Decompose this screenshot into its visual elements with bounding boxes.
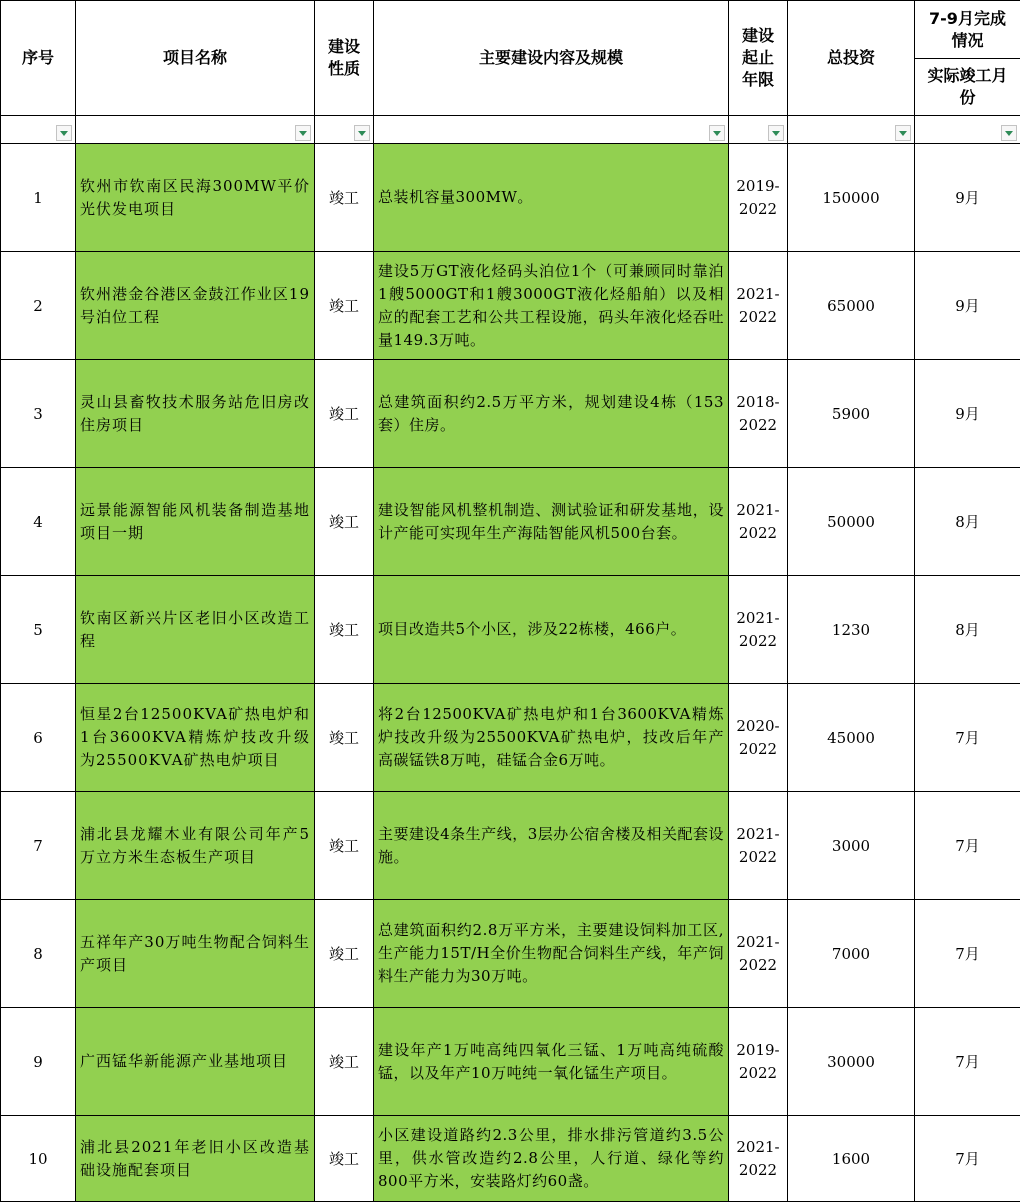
header-name: 项目名称 [76,1,315,116]
cell-name: 灵山县畜牧技术服务站危旧房改住房项目 [76,360,315,468]
cell-nature: 竣工 [315,1116,374,1202]
cell-investment: 30000 [788,1008,915,1116]
cell-content: 总建筑面积约2.5万平方米，规划建设4栋（153套）住房。 [374,360,729,468]
cell-seq: 5 [1,576,76,684]
period-end: 2022 [739,1161,777,1179]
period-end: 2022 [739,740,777,758]
header-nature: 建设性质 [315,1,374,116]
cell-name: 钦南区新兴片区老旧小区改造工程 [76,576,315,684]
cell-month: 7月 [915,684,1020,792]
cell-seq: 10 [1,1116,76,1202]
cell-nature: 竣工 [315,144,374,252]
cell-month: 7月 [915,792,1020,900]
cell-investment: 65000 [788,252,915,360]
cell-nature: 竣工 [315,576,374,684]
filter-row [1,116,1020,144]
header-investment: 总投资 [788,1,915,116]
cell-seq: 1 [1,144,76,252]
filter-cell-seq [1,116,76,144]
cell-seq: 8 [1,900,76,1008]
cell-month: 7月 [915,900,1020,1008]
table-row [1,360,1020,468]
header-actual-month: 实际竣工月份 [915,59,1020,116]
cell-nature: 竣工 [315,252,374,360]
filter-dropdown-icon[interactable] [768,125,784,141]
cell-period [729,900,788,1008]
cell-nature: 竣工 [315,792,374,900]
cell-name: 广西锰华新能源产业基地项目 [76,1008,315,1116]
cell-name: 五祥年产30万吨生物配合饲料生产项目 [76,900,315,1008]
period-start: 2021- [736,285,779,303]
cell-nature: 竣工 [315,900,374,1008]
period-end: 2022 [739,848,777,866]
cell-name: 钦州市钦南区民海300MW平价光伏发电项目 [76,144,315,252]
period-end: 2022 [739,632,777,650]
cell-content: 主要建设4条生产线，3层办公宿舍楼及相关配套设施。 [374,792,729,900]
table-row [1,144,1020,252]
period-start: 2021- [736,933,779,951]
period-start: 2021- [736,609,779,627]
filter-dropdown-icon[interactable] [56,125,72,141]
cell-investment: 1230 [788,576,915,684]
header-content: 主要建设内容及规模 [374,1,729,116]
cell-content: 总建筑面积约2.8万平方米，主要建设饲料加工区,生产能力15T/H全价生物配合饲料生产线，年产饲料生产能力为30万吨。 [374,900,729,1008]
filter-cell-content [374,116,729,144]
period-end: 2022 [739,200,777,218]
cell-name: 远景能源智能风机装备制造基地项目一期 [76,468,315,576]
period-end: 2022 [739,416,777,434]
cell-content: 总装机容量300MW。 [374,144,729,252]
cell-investment: 7000 [788,900,915,1008]
period-end: 2022 [739,308,777,326]
cell-nature: 竣工 [315,360,374,468]
filter-cell-investment [788,116,915,144]
cell-nature: 竣工 [315,468,374,576]
cell-period [729,144,788,252]
cell-month: 9月 [915,360,1020,468]
header-seq: 序号 [1,1,76,116]
period-start: 2018- [736,393,779,411]
period-start: 2019- [736,177,779,195]
cell-period [729,1116,788,1202]
filter-dropdown-icon[interactable] [295,125,311,141]
cell-period [729,252,788,360]
cell-seq: 7 [1,792,76,900]
period-start: 2021- [736,501,779,519]
cell-name: 浦北县2021年老旧小区改造基础设施配套项目 [76,1116,315,1202]
cell-investment: 3000 [788,792,915,900]
filter-cell-name [76,116,315,144]
cell-investment: 150000 [788,144,915,252]
cell-month: 7月 [915,1008,1020,1116]
filter-dropdown-icon[interactable] [1001,125,1017,141]
cell-nature: 竣工 [315,684,374,792]
cell-investment: 50000 [788,468,915,576]
cell-content: 项目改造共5个小区，涉及22栋楼，466户。 [374,576,729,684]
cell-seq: 3 [1,360,76,468]
period-end: 2022 [739,956,777,974]
cell-name: 钦州港金谷港区金鼓江作业区19号泊位工程 [76,252,315,360]
cell-month: 7月 [915,1116,1020,1202]
filter-dropdown-icon[interactable] [709,125,725,141]
header-period: 建设起止年限 [729,1,788,116]
cell-investment: 1600 [788,1116,915,1202]
period-end: 2022 [739,524,777,542]
cell-period [729,1008,788,1116]
cell-seq: 9 [1,1008,76,1116]
cell-investment: 5900 [788,360,915,468]
period-start: 2021- [736,1138,779,1156]
table-row [1,468,1020,576]
table-row [1,1008,1020,1116]
cell-seq: 6 [1,684,76,792]
filter-dropdown-icon[interactable] [354,125,370,141]
cell-seq: 4 [1,468,76,576]
cell-period [729,576,788,684]
cell-name: 浦北县龙耀木业有限公司年产5万立方米生态板生产项目 [76,792,315,900]
filter-dropdown-icon[interactable] [895,125,911,141]
table-row [1,1116,1020,1202]
header-completion-group: 7-9月完成情况 [915,1,1020,59]
table-row [1,900,1020,1008]
cell-nature: 竣工 [315,1008,374,1116]
period-start: 2019- [736,1041,779,1059]
cell-content: 建设智能风机整机制造、测试验证和研发基地，设计产能可实现年生产海陆智能风机500台套。 [374,468,729,576]
period-start: 2021- [736,825,779,843]
cell-month: 9月 [915,144,1020,252]
table-row [1,792,1020,900]
cell-period [729,684,788,792]
table-row [1,252,1020,360]
cell-content: 建设年产1万吨高纯四氧化三锰、1万吨高纯硫酸锰，以及年产10万吨纯一氧化锰生产项目。 [374,1008,729,1116]
filter-cell-nature [315,116,374,144]
filter-cell-month [915,116,1020,144]
cell-content: 将2台12500KVA矿热电炉和1台3600KVA精炼炉技改升级为25500KVA矿热电炉，技改后年产高碳锰铁8万吨，硅锰合金6万吨。 [374,684,729,792]
cell-period [729,360,788,468]
filter-cell-period [729,116,788,144]
cell-content: 小区建设道路约2.3公里，排水排污管道约3.5公里，供水管改造约2.8公里，人行道、绿化等约800平方米，安装路灯约60盏。 [374,1116,729,1202]
cell-month: 8月 [915,576,1020,684]
period-start: 2020- [736,717,779,735]
cell-period [729,792,788,900]
period-end: 2022 [739,1064,777,1082]
cell-name: 恒星2台12500KVA矿热电炉和1台3600KVA精炼炉技改升级为25500KVA矿热电炉项目 [76,684,315,792]
cell-seq: 2 [1,252,76,360]
table-row [1,576,1020,684]
cell-month: 8月 [915,468,1020,576]
cell-investment: 45000 [788,684,915,792]
cell-content: 建设5万GT液化烃码头泊位1个（可兼顾同时靠泊1艘5000GT和1艘3000GT液化烃船舶）以及相应的配套工艺和公共工程设施，码头年液化烃吞吐量149.3万吨。 [374,252,729,360]
table-row [1,684,1020,792]
cell-month: 9月 [915,252,1020,360]
cell-period [729,468,788,576]
